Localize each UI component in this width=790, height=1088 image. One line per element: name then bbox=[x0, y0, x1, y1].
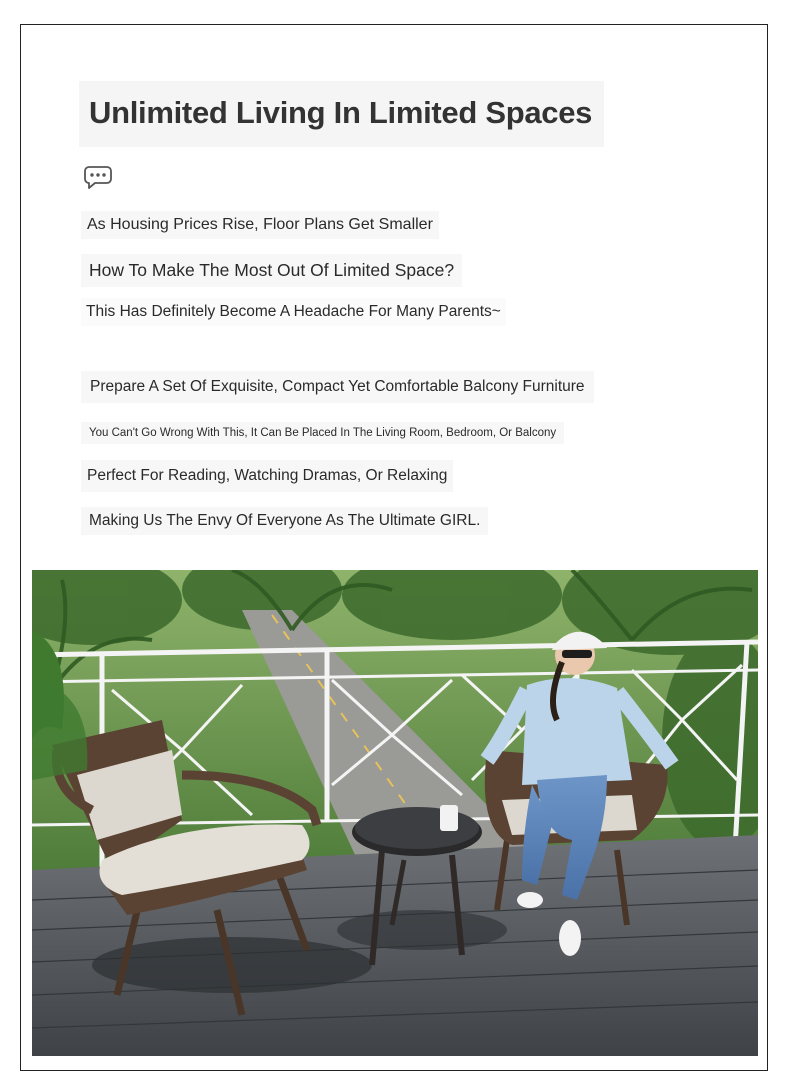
intro-line-headache: This Has Definitely Become A Headache For Many Parents~ bbox=[81, 298, 506, 326]
feature-line-furniture: Prepare A Set Of Exquisite, Compact Yet Comfortable Balcony Furniture bbox=[81, 371, 594, 403]
intro-question: How To Make The Most Out Of Limited Space? bbox=[81, 254, 462, 287]
feature-line-envy: Making Us The Envy Of Everyone As The Ultimate GIRL. bbox=[81, 507, 488, 535]
product-detail-page bbox=[20, 24, 768, 1071]
balcony-furniture-photo bbox=[32, 570, 758, 1056]
feature-line-uses: Perfect For Reading, Watching Dramas, Or Relaxing bbox=[81, 460, 453, 492]
chat-bubble-icon bbox=[83, 165, 113, 191]
intro-line-housing: As Housing Prices Rise, Floor Plans Get Smaller bbox=[81, 211, 439, 239]
feature-line-placement: You Can't Go Wrong With This, It Can Be Placed In The Living Room, Bedroom, Or Balcony bbox=[81, 422, 564, 444]
page-title: Unlimited Living In Limited Spaces bbox=[79, 81, 604, 147]
